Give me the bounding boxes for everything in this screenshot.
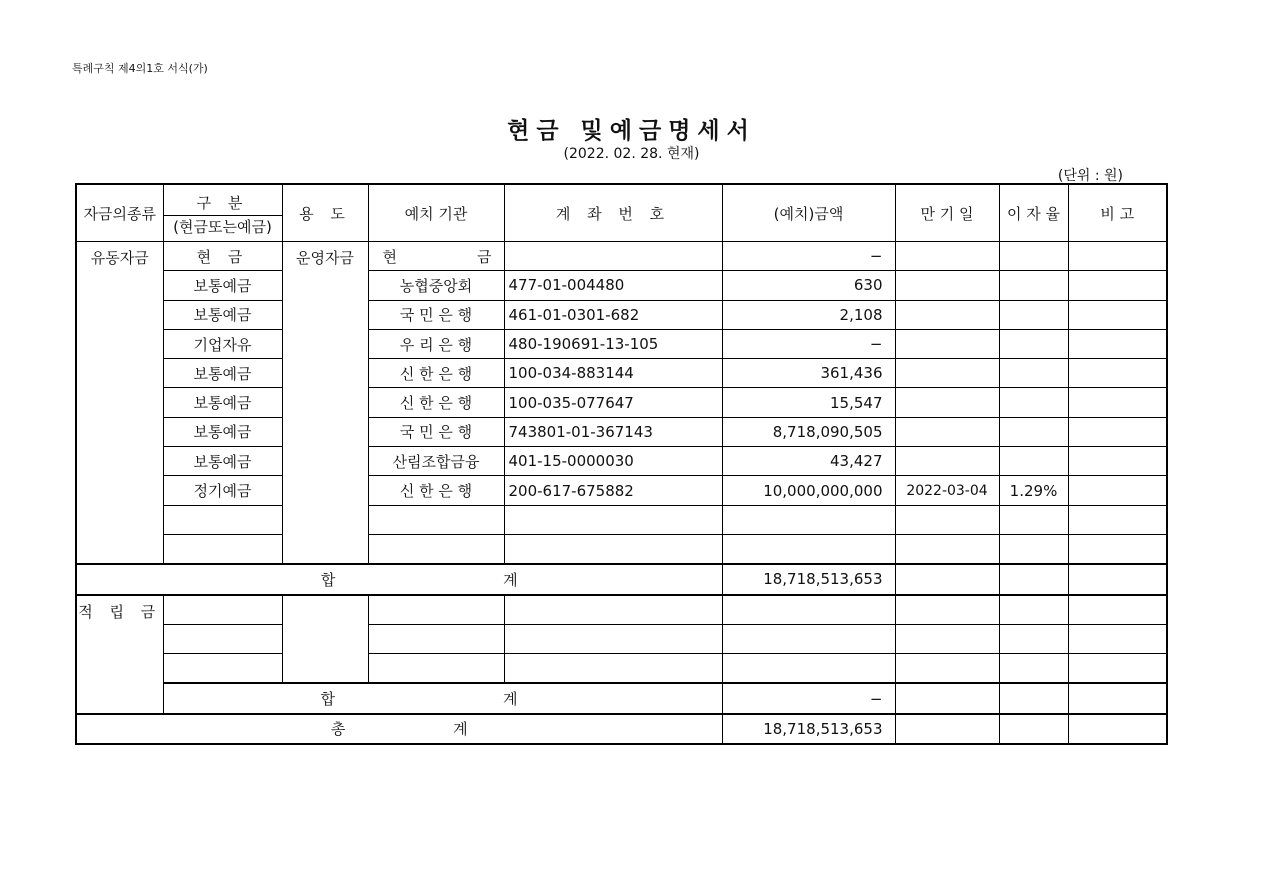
account-cell: 200-617-675882 (504, 476, 722, 505)
empty-cell (722, 595, 895, 625)
institution-cell: 신 한 은 행 (368, 359, 504, 388)
maturity-cell (895, 242, 999, 271)
grand-total-label-b: 계 (453, 720, 468, 739)
rate-cell (999, 242, 1068, 271)
institution-cell: 우 리 은 행 (368, 329, 504, 358)
empty-cell (999, 564, 1068, 594)
maturity-cell (895, 417, 999, 446)
current-subtotal-row (76, 564, 1167, 594)
empty-cell (999, 654, 1068, 684)
institution-cell (368, 242, 504, 271)
form-number: 특례구칙 제4의1호 서식(가) (72, 62, 208, 75)
institution-cell: 국 민 은 행 (368, 300, 504, 329)
account-cell: 477-01-004480 (504, 271, 722, 300)
table-row-empty (76, 505, 1167, 534)
category-cell: 기업자유 (163, 329, 282, 358)
header-maturity: 만 기 일 (895, 184, 999, 242)
remark-cell (1068, 359, 1167, 388)
empty-cell (504, 595, 722, 625)
purpose-operating: 운영자금 (282, 242, 368, 565)
table-row (76, 417, 1167, 446)
empty-cell (895, 683, 999, 713)
empty-cell (895, 564, 999, 594)
table-row-empty (76, 595, 1167, 625)
empty-cell (1068, 595, 1167, 625)
rate-cell (999, 359, 1068, 388)
empty-cell (1068, 534, 1167, 564)
grand-total-row (76, 714, 1167, 744)
account-cell: 743801-01-367143 (504, 417, 722, 446)
empty-cell (368, 624, 504, 653)
empty-cell (895, 534, 999, 564)
empty-cell (895, 595, 999, 625)
table-row (76, 388, 1167, 417)
rate-cell (999, 300, 1068, 329)
fund-type-current: 유동자금 (76, 242, 163, 565)
institution-cell: 농협중앙회 (368, 271, 504, 300)
amount-cell: 2,108 (722, 300, 895, 329)
empty-cell (368, 534, 504, 564)
empty-cell (368, 595, 504, 625)
table-row (76, 300, 1167, 329)
institution-cash-a: 현 (382, 247, 397, 266)
category-cell: 정기예금 (163, 476, 282, 505)
current-subtotal-amount: 18,718,513,653 (722, 564, 895, 594)
cash-deposit-table (75, 183, 1168, 745)
account-cell (504, 242, 722, 271)
category-cell: 보통예금 (163, 388, 282, 417)
empty-cell (895, 714, 999, 744)
table-row-empty (76, 624, 1167, 653)
amount-cell: 43,427 (722, 447, 895, 476)
remark-cell (1068, 447, 1167, 476)
remark-cell (1068, 329, 1167, 358)
header-category-bottom: (현금또는예금) (173, 217, 272, 236)
header-category (163, 184, 282, 242)
unit-label: (단위 : 원) (1057, 168, 1123, 184)
table-row (76, 242, 1167, 271)
table-row (76, 447, 1167, 476)
grand-total-label (76, 714, 722, 744)
empty-cell (368, 505, 504, 534)
subtotal-label-a: 합 (320, 570, 336, 589)
remark-cell (1068, 300, 1167, 329)
rate-cell: 1.29% (999, 476, 1068, 505)
amount-cell: − (722, 329, 895, 358)
category-cell: 보통예금 (163, 447, 282, 476)
account-cell: 461-01-0301-682 (504, 300, 722, 329)
empty-cell (163, 534, 282, 564)
account-cell: 100-034-883144 (504, 359, 722, 388)
maturity-cell (895, 271, 999, 300)
maturity-cell (895, 329, 999, 358)
rate-cell (999, 417, 1068, 446)
rate-cell (999, 271, 1068, 300)
empty-cell (999, 624, 1068, 653)
empty-cell (895, 505, 999, 534)
institution-cell: 신 한 은 행 (368, 476, 504, 505)
empty-cell (504, 505, 722, 534)
rate-cell (999, 329, 1068, 358)
account-cell: 480-190691-13-105 (504, 329, 722, 358)
amount-cell: − (722, 242, 895, 271)
amount-cell: 361,436 (722, 359, 895, 388)
empty-cell (1068, 714, 1167, 744)
empty-cell (1068, 624, 1167, 653)
header-institution: 예치 기관 (368, 184, 504, 242)
fund-type-reserve: 적 립 금 (76, 595, 163, 714)
header-category-top: 구 분 (164, 190, 282, 216)
current-subtotal-label (76, 564, 722, 594)
subtotal-label-a: 합 (320, 690, 335, 709)
empty-cell (722, 654, 895, 684)
maturity-cell: 2022-03-04 (895, 476, 999, 505)
account-cell: 401-15-0000030 (504, 447, 722, 476)
empty-cell (368, 654, 504, 684)
grand-total-amount: 18,718,513,653 (722, 714, 895, 744)
remark-cell (1068, 388, 1167, 417)
empty-cell (999, 534, 1068, 564)
empty-cell (163, 624, 282, 653)
remark-cell (1068, 242, 1167, 271)
maturity-cell (895, 300, 999, 329)
institution-cell: 산림조합금융 (368, 447, 504, 476)
amount-cell: 15,547 (722, 388, 895, 417)
grand-total-label-a: 총 (330, 720, 346, 739)
category-cell: 보통예금 (163, 359, 282, 388)
remark-cell (1068, 476, 1167, 505)
empty-cell (999, 683, 1068, 713)
header-row (76, 184, 1167, 242)
rate-cell (999, 388, 1068, 417)
empty-cell (504, 624, 722, 653)
empty-cell (895, 654, 999, 684)
amount-cell: 630 (722, 271, 895, 300)
reserve-subtotal-label (163, 683, 722, 713)
empty-cell (1068, 564, 1167, 594)
empty-cell (999, 595, 1068, 625)
category-cell: 보통예금 (163, 271, 282, 300)
header-remark: 비 고 (1068, 184, 1167, 242)
date-line: (2022. 02. 28. 현재) (563, 146, 700, 162)
category-cell: 보통예금 (163, 417, 282, 446)
empty-cell (1068, 654, 1167, 684)
remark-cell (1068, 417, 1167, 446)
empty-cell (163, 654, 282, 684)
maturity-cell (895, 447, 999, 476)
empty-cell (999, 714, 1068, 744)
empty-cell (1068, 505, 1167, 534)
empty-cell (1068, 683, 1167, 713)
category-cell: 보통예금 (163, 300, 282, 329)
header-purpose: 용 도 (282, 184, 368, 242)
header-rate: 이 자 율 (999, 184, 1068, 242)
header-account: 계 좌 번 호 (504, 184, 722, 242)
table-row (76, 476, 1167, 505)
remark-cell (1068, 271, 1167, 300)
header-amount: (예치)금액 (722, 184, 895, 242)
table-row-empty (76, 534, 1167, 564)
maturity-cell (895, 388, 999, 417)
reserve-subtotal-amount: − (722, 683, 895, 713)
subtotal-label-b: 계 (503, 690, 518, 709)
institution-cash-b: 금 (477, 247, 492, 266)
institution-cell: 국 민 은 행 (368, 417, 504, 446)
empty-cell (999, 505, 1068, 534)
category-cell: 현 금 (163, 242, 282, 271)
empty-cell (163, 505, 282, 534)
maturity-cell (895, 359, 999, 388)
empty-cell (504, 654, 722, 684)
institution-cell: 신 한 은 행 (368, 388, 504, 417)
empty-cell (722, 505, 895, 534)
reserve-subtotal-row (76, 683, 1167, 713)
header-fund-type: 자금의종류 (76, 184, 163, 242)
amount-cell: 10,000,000,000 (722, 476, 895, 505)
table-row (76, 329, 1167, 358)
table-row (76, 271, 1167, 300)
empty-cell (282, 595, 368, 684)
empty-cell (895, 624, 999, 653)
table-row (76, 359, 1167, 388)
amount-cell: 8,718,090,505 (722, 417, 895, 446)
table-row-empty (76, 654, 1167, 684)
rate-cell (999, 447, 1068, 476)
empty-cell (163, 595, 282, 625)
empty-cell (722, 624, 895, 653)
account-cell: 100-035-077647 (504, 388, 722, 417)
page-title: 현금 및예금명세서 (507, 118, 756, 144)
empty-cell (722, 534, 895, 564)
empty-cell (504, 534, 722, 564)
subtotal-label-b: 계 (503, 570, 518, 589)
